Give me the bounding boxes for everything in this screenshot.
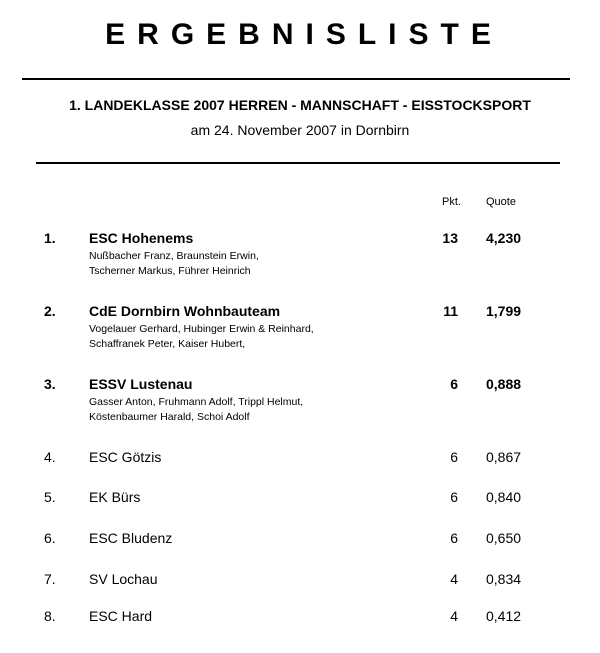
quote: 4,230	[486, 230, 522, 246]
team-name: CdE Dornbirn Wohnbauteam	[89, 303, 281, 319]
points: 4	[450, 608, 458, 624]
points-column-header: Pkt.	[442, 196, 461, 208]
team-name: ESC Hohenems	[89, 230, 194, 246]
points: 6	[450, 489, 458, 505]
rank: 1.	[44, 230, 56, 246]
result-row	[0, 530, 600, 550]
team-members	[89, 249, 259, 279]
team-members	[89, 322, 314, 352]
rank: 8.	[44, 608, 56, 624]
result-row	[0, 230, 600, 250]
rank: 5.	[44, 489, 56, 505]
event-date: am 24. November 2007 in Dornbirn	[190, 122, 410, 138]
points: 4	[450, 571, 458, 587]
rank: 7.	[44, 571, 56, 587]
points: 6	[450, 530, 458, 546]
team-name: EK Bürs	[89, 489, 141, 505]
result-row	[0, 303, 600, 323]
points: 11	[443, 303, 458, 319]
quote: 0,888	[486, 376, 522, 392]
points: 13	[442, 230, 458, 246]
team-name: ESSV Lustenau	[89, 376, 193, 392]
result-row	[0, 376, 600, 396]
rank: 2.	[44, 303, 56, 319]
quote: 0,834	[486, 571, 522, 587]
top-divider	[22, 78, 570, 80]
quote: 0,867	[486, 449, 522, 465]
members-line: Tscherner Markus, Führer Heinrich	[89, 265, 251, 277]
rank: 4.	[44, 449, 56, 465]
points: 6	[450, 376, 458, 392]
page-title: ERGEBNISLISTE	[105, 18, 503, 51]
quote: 0,412	[486, 608, 522, 624]
header-divider	[36, 162, 560, 164]
members-line: Schaffranek Peter, Kaiser Hubert,	[89, 338, 246, 350]
competition-subtitle: 1. LANDEKLASSE 2007 HERREN - MANNSCHAFT - EISSTOCKSPORT	[69, 97, 531, 113]
quote: 0,840	[486, 489, 522, 505]
result-row	[0, 571, 600, 591]
team-name: ESC Bludenz	[89, 530, 173, 546]
quote: 1,799	[486, 303, 522, 319]
points: 6	[450, 449, 458, 465]
result-row	[0, 489, 600, 509]
quote: 0,650	[486, 530, 522, 546]
team-name: ESC Hard	[89, 608, 153, 624]
team-name: ESC Götzis	[89, 449, 162, 465]
result-row	[0, 608, 600, 628]
result-row	[0, 449, 600, 469]
members-line: Köstenbaumer Harald, Schoi Adolf	[89, 411, 250, 423]
team-name: SV Lochau	[89, 571, 158, 587]
rank: 3.	[44, 376, 56, 392]
quote-column-header: Quote	[486, 196, 516, 208]
members-line: Vogelauer Gerhard, Hubinger Erwin & Reinhard,	[89, 323, 314, 335]
members-line: Nußbacher Franz, Braunstein Erwin,	[89, 250, 259, 262]
members-line: Gasser Anton, Fruhmann Adolf, Trippl Helmut,	[89, 396, 304, 408]
team-members	[89, 395, 303, 425]
rank: 6.	[44, 530, 56, 546]
